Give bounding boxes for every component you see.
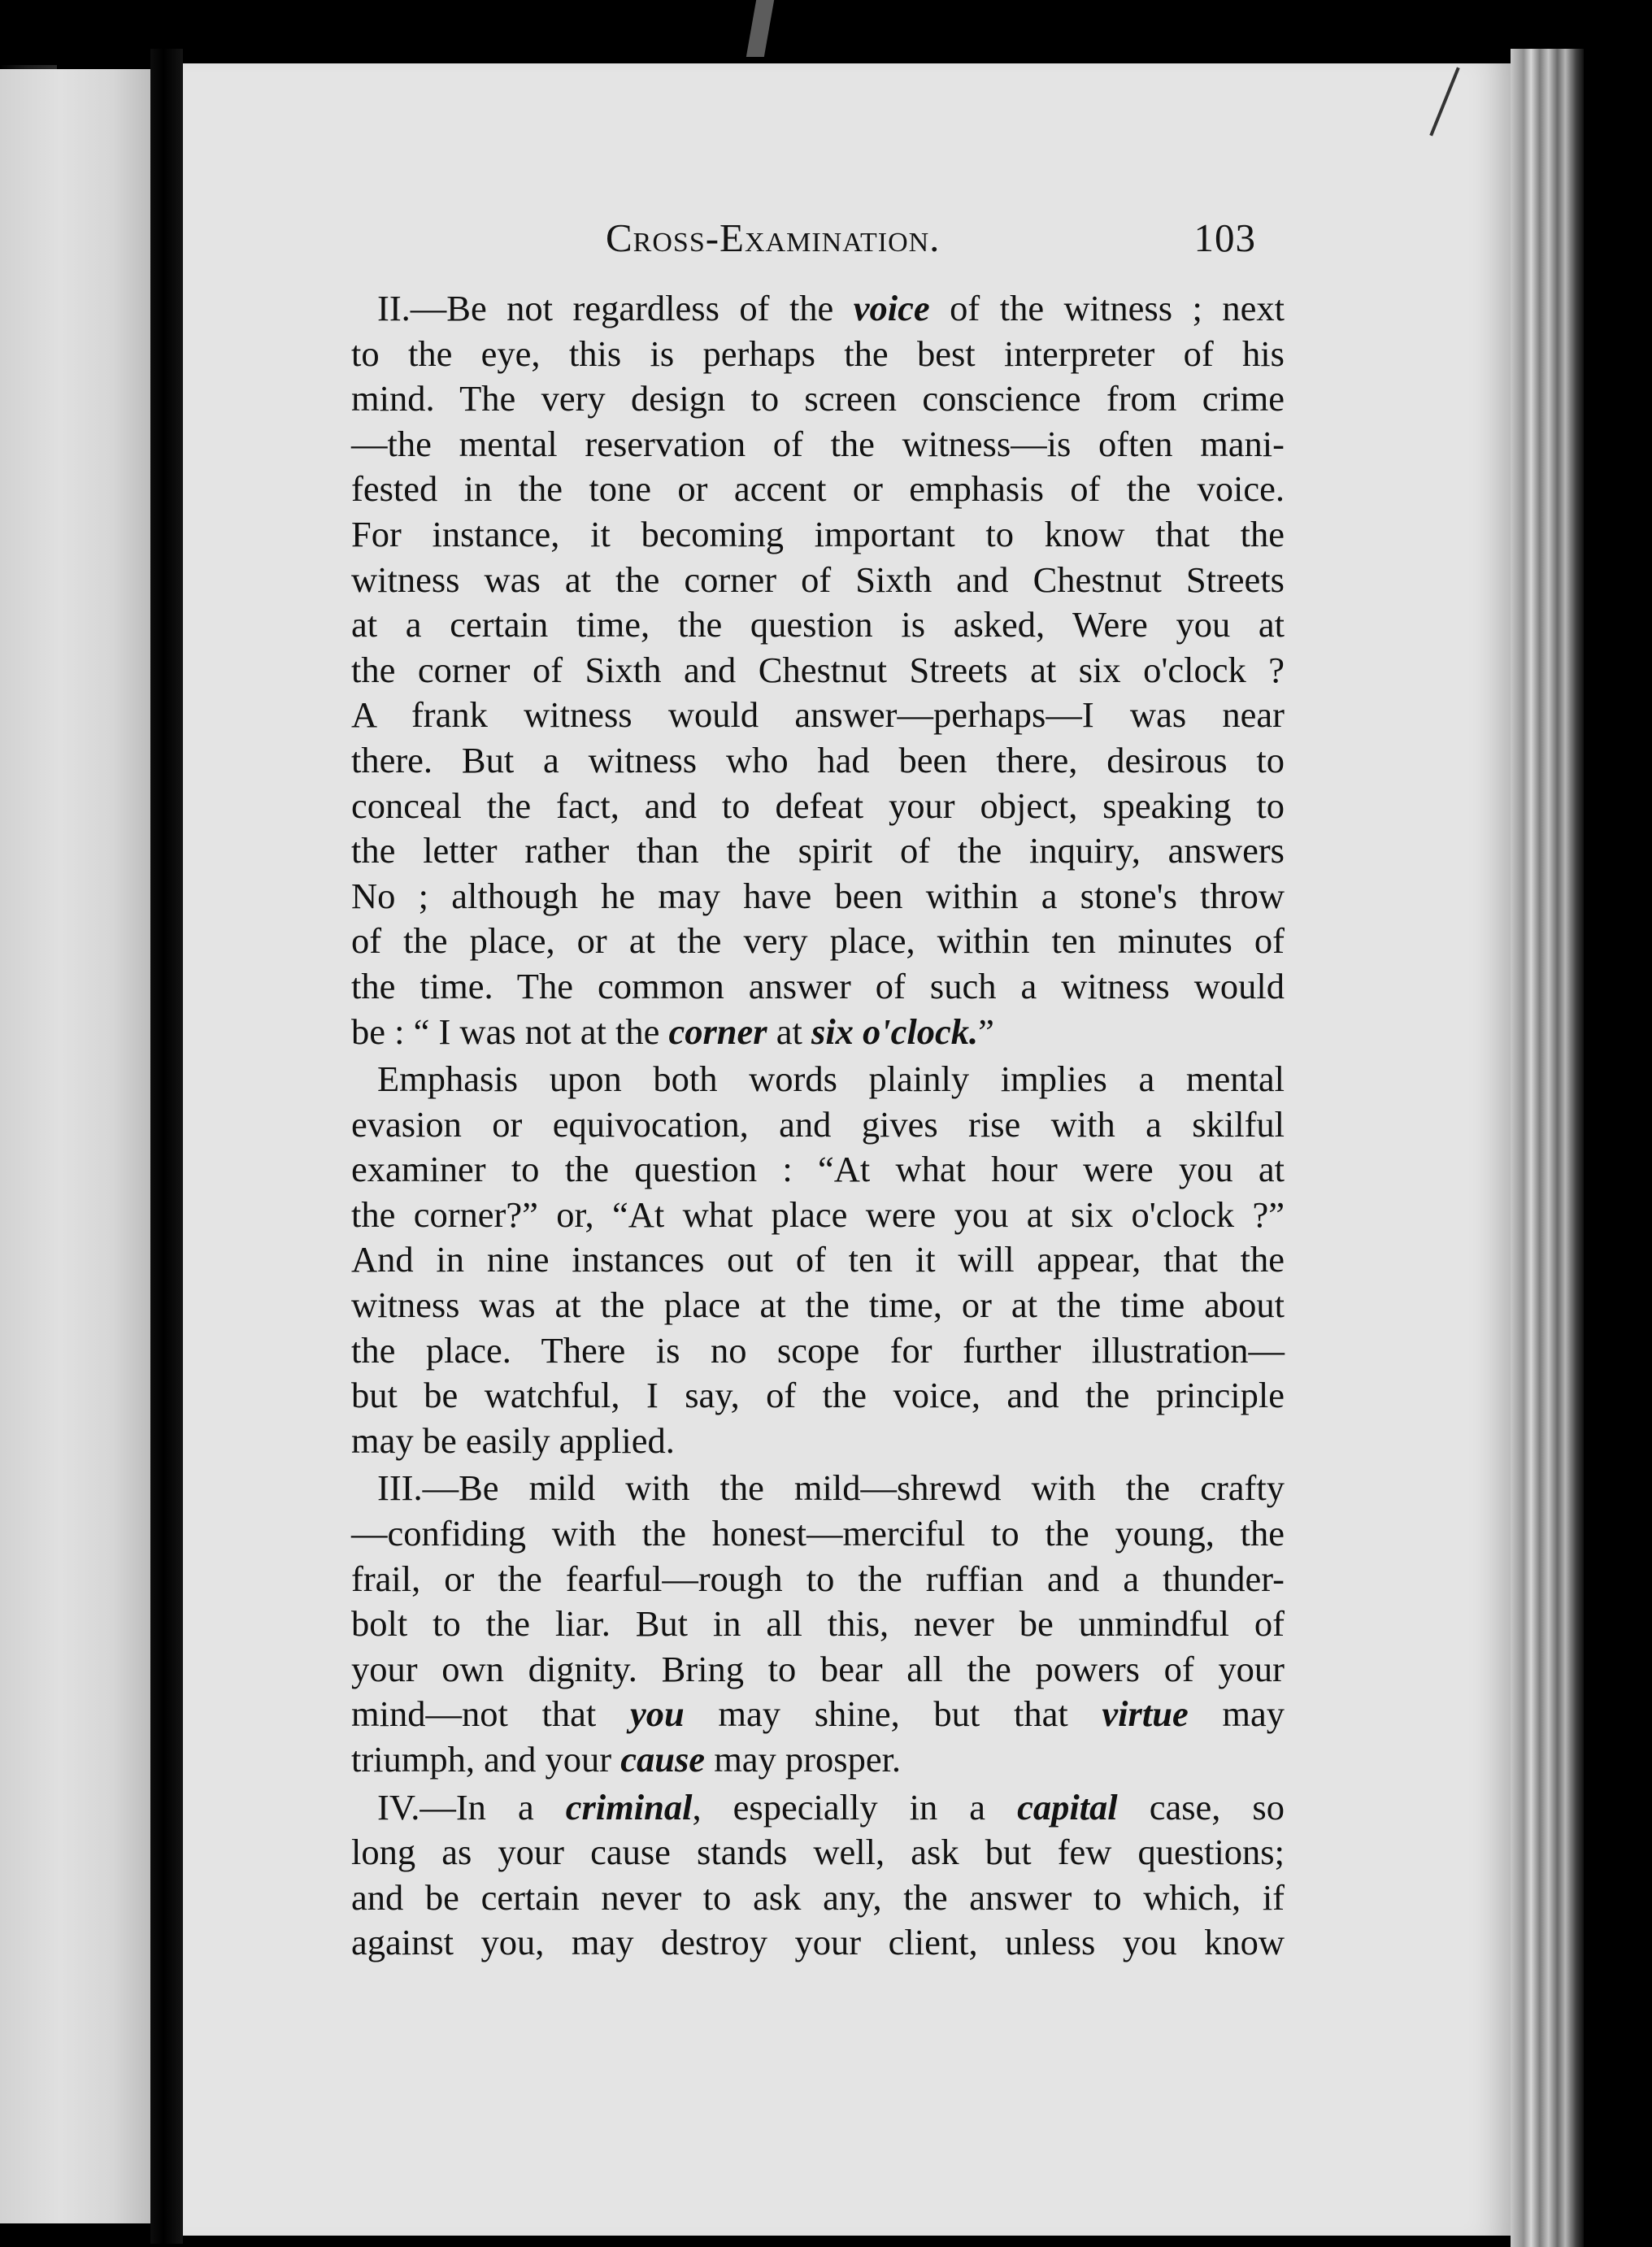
text-line: be : “ I was not at the corner at six o'clock.” <box>351 1010 994 1052</box>
scan-right-border <box>1584 0 1652 2247</box>
text-line: conceal the fact, and to defeat your object, speaking to <box>351 784 1285 826</box>
text-line: your own dignity. Bring to bear all the powers of your <box>351 1648 1285 1689</box>
text-line: of the place, or at the very place, within ten minutes of <box>351 920 1285 962</box>
text-line: against you, may destroy your client, unless you know <box>351 1922 1285 1963</box>
text-line: evasion or equivocation, and gives rise with a skilful <box>351 1103 1285 1145</box>
text-line: And in nine instances out of ten it will appear, that the <box>351 1239 1285 1280</box>
text-line: Emphasis upon both words plainly implies a mental <box>377 1058 1285 1100</box>
text-line: witness was at the corner of Sixth and Chestnut Streets <box>351 558 1285 600</box>
text-line: —the mental reservation of the witness—is often mani- <box>351 423 1285 464</box>
text-line: the corner of Sixth and Chestnut Streets at six o'clock ? <box>351 649 1285 690</box>
text-line: there. But a witness who had been there, desirous to <box>351 739 1285 780</box>
text-line: long as your cause stands well, ask but few questions; <box>351 1832 1285 1873</box>
text-line: IV.—In a criminal, especially in a capital case, so <box>377 1786 1285 1828</box>
text-line: but be watchful, I say, of the voice, and the principle <box>351 1375 1285 1416</box>
text-line: A frank witness would answer—perhaps—I was near <box>351 694 1285 736</box>
page-body-text <box>351 286 1285 1966</box>
emphasized-word: virtue <box>1102 1693 1189 1735</box>
text-line: fested in the tone or accent or emphasis of the voice. <box>351 468 1285 510</box>
text-line: the letter rather than the spirit of the inquiry, answers <box>351 830 1285 871</box>
emphasized-word: six o'clock. <box>811 1010 979 1052</box>
page-number: 103 <box>1193 215 1256 260</box>
text-line: the time. The common answer of such a witness would <box>351 965 1285 1006</box>
emphasized-word: capital <box>1017 1786 1118 1828</box>
text-line: For instance, it becoming important to know that the <box>351 513 1285 554</box>
previous-page-edge <box>0 69 150 2223</box>
book-gutter <box>150 49 183 2244</box>
text-line: mind. The very design to screen conscience from crime <box>351 378 1285 419</box>
running-title: Cross-Examination. <box>606 215 941 260</box>
text-line: —confiding with the honest—merciful to the young, the <box>351 1513 1285 1554</box>
running-header <box>606 215 1256 272</box>
text-line: and be certain never to ask any, the answer to which, if <box>351 1876 1285 1918</box>
emphasized-word: you <box>629 1693 685 1735</box>
text-line: triumph, and your cause may prosper. <box>351 1739 902 1780</box>
text-line: No ; although he may have been within a stone's throw <box>351 875 1285 916</box>
text-line: frail, or the fearful—rough to the ruffian and a thunder- <box>351 1558 1285 1599</box>
emphasized-word: cause <box>620 1739 706 1780</box>
text-line: at a certain time, the question is asked, Were you at <box>351 604 1285 645</box>
text-line: to the eye, this is perhaps the best interpreter of his <box>351 332 1285 374</box>
text-line: bolt to the liar. But in all this, never be unmindful of <box>351 1603 1285 1645</box>
text-line: witness was at the place at the time, or at the time about <box>351 1284 1285 1326</box>
text-line: may be easily applied. <box>351 1419 675 1461</box>
text-line: mind—not that you may shine, but that virtue may <box>351 1693 1285 1735</box>
emphasized-word: voice <box>853 288 930 328</box>
text-line: the corner?” or, “At what place were you at six o'clock ?” <box>351 1193 1285 1235</box>
text-line: examiner to the question : “At what hour were you at <box>351 1149 1285 1190</box>
emphasized-word: corner <box>668 1010 767 1052</box>
text-line: III.—Be mild with the mild—shrewd with the crafty <box>377 1467 1285 1509</box>
top-scan-mark <box>746 0 774 57</box>
text-line: II.—Be not regardless of the voice of the witness ; next <box>377 288 1285 328</box>
text-line: the place. There is no scope for further illustration— <box>351 1329 1285 1371</box>
page-edges <box>1511 49 1584 2247</box>
emphasized-word: criminal <box>565 1786 693 1828</box>
